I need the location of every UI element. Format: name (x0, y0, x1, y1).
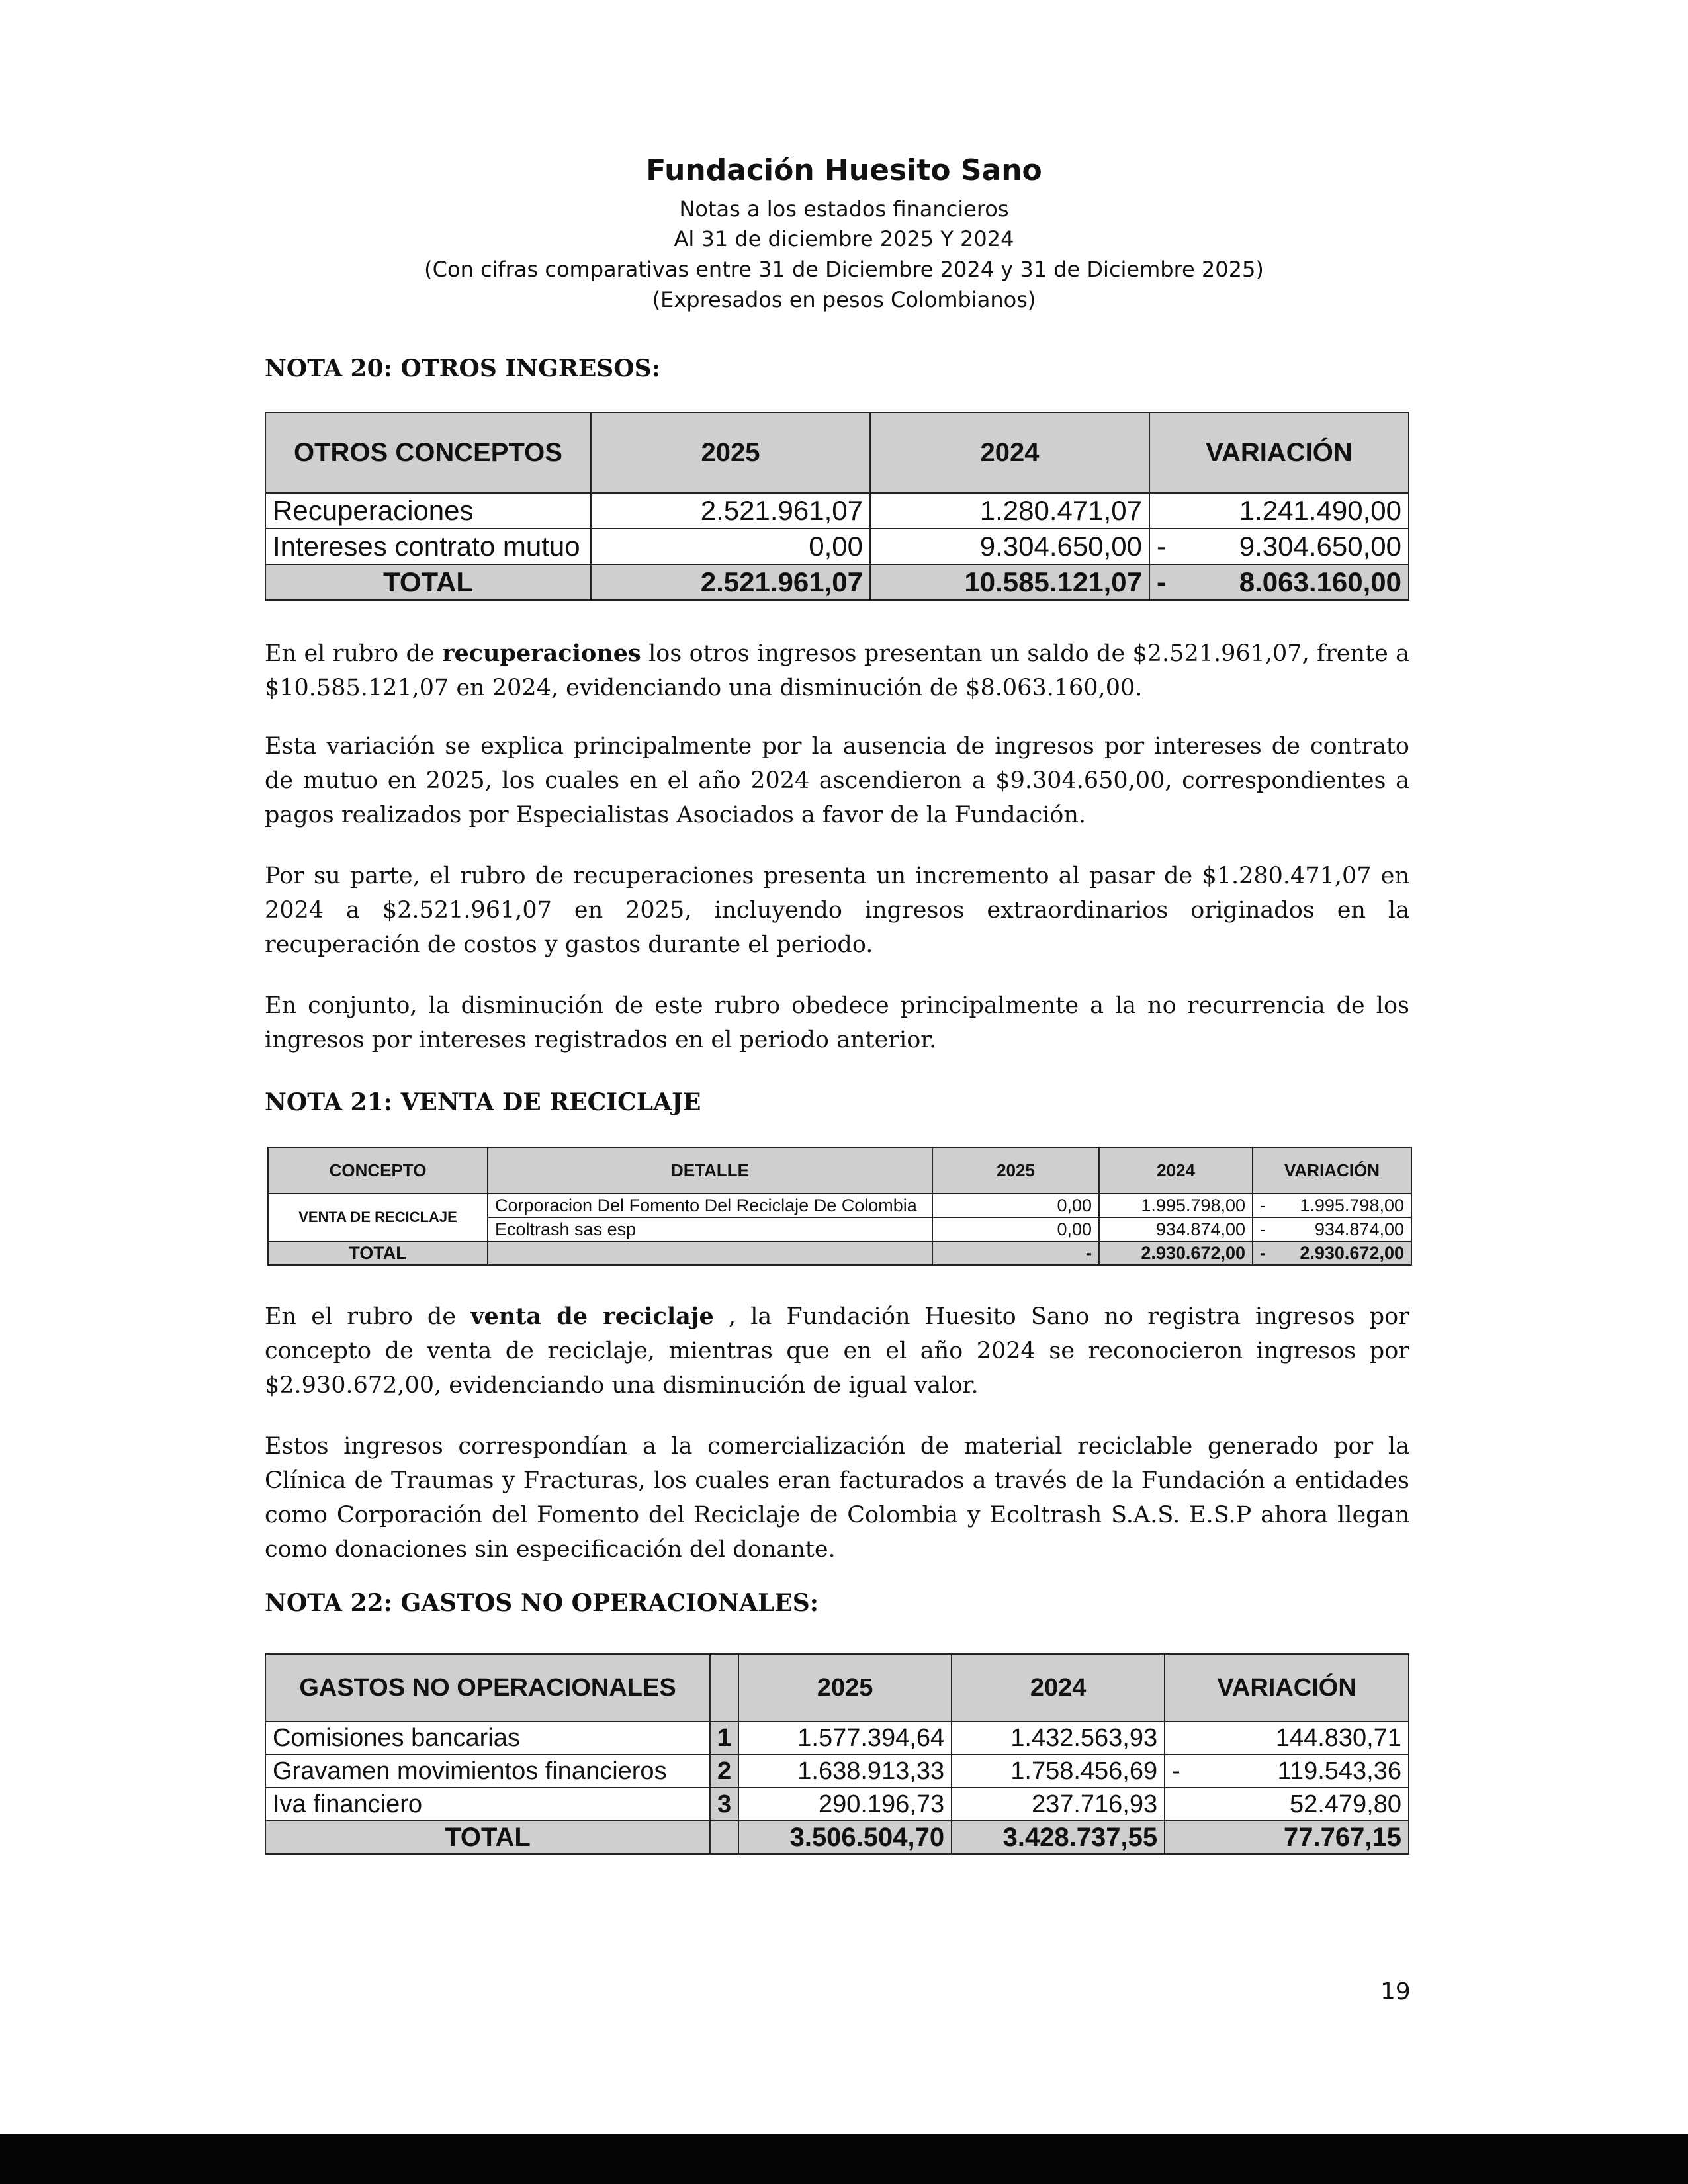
column-header: CONCEPTO (268, 1147, 488, 1194)
total-2025: 3.506.504,70 (738, 1821, 952, 1854)
row-2025: 0,00 (932, 1194, 1099, 1217)
variation-value: 119.543,36 (1277, 1757, 1401, 1785)
text: En el rubro de (265, 640, 443, 667)
total-2024: 10.585.121,07 (870, 564, 1149, 600)
total-variation (1149, 564, 1409, 600)
row-2024: 1.995.798,00 (1099, 1194, 1253, 1217)
column-header: OTROS CONCEPTOS (265, 412, 591, 493)
page-number: 19 (1380, 1978, 1411, 2005)
row-variation (1253, 1194, 1411, 1217)
total-label: TOTAL (268, 1241, 488, 1265)
nota21-paragraph-1 (265, 1299, 1409, 1403)
table-header-row (268, 1147, 1411, 1194)
bold-term: venta de reciclaje (470, 1303, 714, 1330)
table-total-row (265, 564, 1409, 600)
column-header: VARIACIÓN (1165, 1654, 1409, 1722)
row-index: 3 (710, 1788, 738, 1821)
row-2024: 237.716,93 (952, 1788, 1165, 1821)
row-2024: 1.280.471,07 (870, 493, 1149, 529)
row-2025: 0,00 (591, 529, 870, 564)
nota20-title: NOTA 20: OTROS INGRESOS: (265, 355, 660, 382)
column-header: VARIACIÓN (1253, 1147, 1411, 1194)
row-variation (1165, 1722, 1409, 1755)
table-row (265, 529, 1409, 564)
column-header: 2024 (952, 1654, 1165, 1722)
row-2025: 2.521.961,07 (591, 493, 870, 529)
total-2025: - (932, 1241, 1099, 1265)
row-2024: 934.874,00 (1099, 1217, 1253, 1241)
nota21-title: NOTA 21: VENTA DE RECICLAJE (265, 1088, 701, 1116)
table-header-row (265, 1654, 1409, 1722)
total-detail (488, 1241, 932, 1265)
variation-value: 1.995.798,00 (1300, 1195, 1404, 1215)
total-index (710, 1821, 738, 1854)
row-variation (1253, 1217, 1411, 1241)
total-2024: 2.930.672,00 (1099, 1241, 1253, 1265)
total-variation (1253, 1241, 1411, 1265)
column-header: GASTOS NO OPERACIONALES (265, 1654, 710, 1722)
nota20-table (265, 412, 1409, 601)
row-concept: Recuperaciones (265, 493, 591, 529)
sign: - (1172, 1757, 1180, 1785)
column-header: 2024 (1099, 1147, 1253, 1194)
row-concept: Iva financiero (265, 1788, 710, 1821)
row-variation (1149, 529, 1409, 564)
variation-value: 1.241.490,00 (1239, 495, 1401, 526)
row-concept: Gravamen movimientos financieros (265, 1755, 710, 1788)
variation-value: 144.830,71 (1275, 1724, 1401, 1752)
sign: - (1260, 1243, 1266, 1263)
nota22-title: NOTA 22: GASTOS NO OPERACIONALES: (265, 1589, 819, 1617)
column-header: DETALLE (488, 1147, 932, 1194)
nota20-paragraph-1 (265, 636, 1409, 705)
row-2024: 1.758.456,69 (952, 1755, 1165, 1788)
column-header: 2025 (738, 1654, 952, 1722)
total-variation (1165, 1821, 1409, 1854)
row-concept: VENTA DE RECICLAJE (268, 1194, 488, 1241)
table-row (265, 1755, 1409, 1788)
variation-value: 934.874,00 (1314, 1219, 1404, 1239)
text: , la Fundación Huesito Sano no registra ingresos por concepto de venta de reciclaje, mientras que en el año 2024 se reconocieron ingresos por $2.930.672,00, evidenciando una disminución de igual valor. (265, 1303, 1409, 1399)
row-variation (1149, 493, 1409, 529)
nota20-paragraph-3: Por su parte, el rubro de recuperaciones presenta un incremento al pasar de $1.280.471,07 en 2024 a $2.521.961,07 en 2025, incluyendo ingresos extraordinarios originados en la recuperación de costos y gastos durante el periodo. (265, 863, 1409, 958)
nota20-paragraph-2: Esta variación se explica principalmente por la ausencia de ingresos por intereses de contrato de mutuo en 2025, los cuales en el año 2024 ascendieron a $9.304.650,00, correspondientes a pagos realizados por Especialistas Asociados a favor de la Fundación. (265, 733, 1409, 828)
table-header-row (265, 412, 1409, 493)
variation-value: 52.479,80 (1289, 1790, 1401, 1818)
variation-value: 9.304.650,00 (1239, 531, 1401, 562)
table-row (265, 1722, 1409, 1755)
nota20-paragraph-4: En conjunto, la disminución de este rubro obedece principalmente a la no recurrencia de los ingresos por intereses registrados en el periodo anterior. (265, 992, 1409, 1053)
nota21-paragraph-2: Estos ingresos correspondían a la comercialización de material reciclable generado por la Clínica de Traumas y Fracturas, los cuales eran facturados a través de la Fundación a entidades como Corporación del Fomento del Reciclaje de Colombia y Ecoltrash S.A.S. E.S.P ahora llegan como donaciones sin especificación del donante. (265, 1433, 1409, 1563)
variation-value: 77.767,15 (1284, 1822, 1401, 1852)
subtitle-comparative: (Con cifras comparativas entre 31 de Diciembre 2024 y 31 de Diciembre 2025) (424, 257, 1264, 282)
sign: - (1157, 566, 1166, 597)
row-variation (1165, 1755, 1409, 1788)
text: los otros ingresos presentan un saldo de $2.521.961,07, frente a $10.585.121,07 en 2024, evidenciando una disminución de $8.063.160,00. (265, 640, 1409, 701)
total-label: TOTAL (265, 1821, 710, 1854)
organization-title: Fundación Huesito Sano (646, 153, 1042, 187)
nota21-table (267, 1147, 1412, 1266)
nota22-table (265, 1653, 1409, 1855)
sign: - (1260, 1195, 1266, 1215)
row-2024: 1.432.563,93 (952, 1722, 1165, 1755)
row-2025: 1.577.394,64 (738, 1722, 952, 1755)
text: En el rubro de (265, 1303, 471, 1330)
table-row (265, 493, 1409, 529)
row-variation (1165, 1788, 1409, 1821)
row-detail: Ecoltrash sas esp (488, 1217, 932, 1241)
subtitle-date: Al 31 de diciembre 2025 Y 2024 (674, 226, 1014, 251)
table-total-row (265, 1821, 1409, 1854)
column-header: 2024 (870, 412, 1149, 493)
column-header: VARIACIÓN (1149, 412, 1409, 493)
row-2025: 1.638.913,33 (738, 1755, 952, 1788)
row-concept: Comisiones bancarias (265, 1722, 710, 1755)
total-2024: 3.428.737,55 (952, 1821, 1165, 1854)
table-row (265, 1788, 1409, 1821)
row-2025: 290.196,73 (738, 1788, 952, 1821)
variation-value: 2.930.672,00 (1300, 1243, 1404, 1263)
row-concept: Intereses contrato mutuo (265, 529, 591, 564)
row-index: 1 (710, 1722, 738, 1755)
column-header: 2025 (932, 1147, 1099, 1194)
index-header (710, 1654, 738, 1722)
row-2024: 9.304.650,00 (870, 529, 1149, 564)
table-total-row (268, 1241, 1411, 1265)
variation-value: 8.063.160,00 (1239, 566, 1401, 597)
row-2025: 0,00 (932, 1217, 1099, 1241)
subtitle-notes: Notas a los estados financieros (679, 197, 1009, 222)
table-row (268, 1194, 1411, 1217)
sign: - (1260, 1219, 1266, 1239)
column-header: 2025 (591, 412, 870, 493)
total-label: TOTAL (265, 564, 591, 600)
total-2025: 2.521.961,07 (591, 564, 870, 600)
sign: - (1157, 531, 1166, 562)
scan-bottom-border (0, 2134, 1688, 2184)
row-detail: Corporacion Del Fomento Del Reciclaje De Colombia (488, 1194, 932, 1217)
row-index: 2 (710, 1755, 738, 1788)
subtitle-currency: (Expresados en pesos Colombianos) (652, 287, 1036, 312)
bold-term: recuperaciones (442, 640, 641, 667)
